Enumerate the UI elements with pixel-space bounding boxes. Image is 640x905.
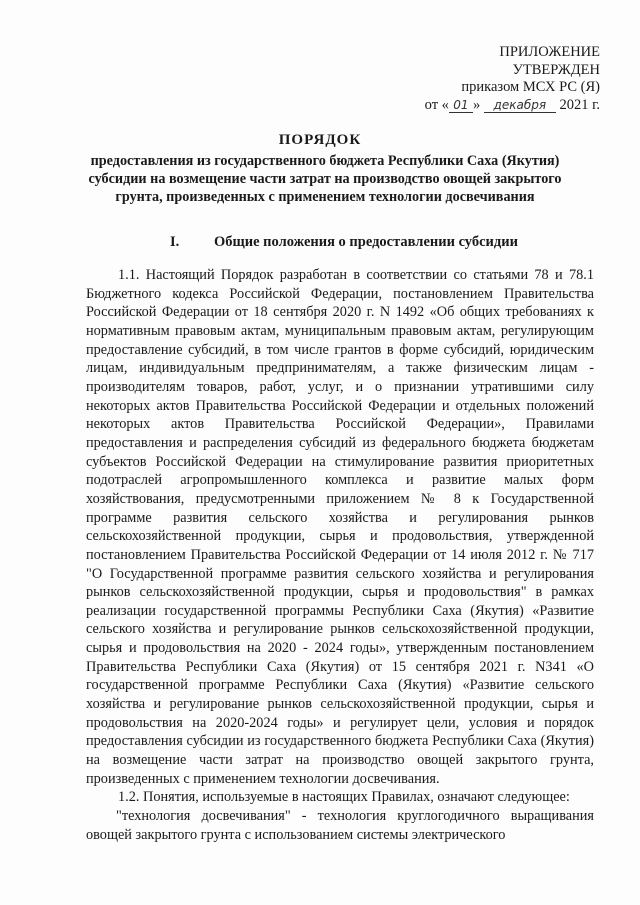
date-mid: » <box>472 96 481 113</box>
approval-appendix: ПРИЛОЖЕНИЕ <box>499 44 600 60</box>
paragraph-1-2: 1.2. Понятия, используемые в настоящих Правилах, означают следующее: <box>118 789 570 806</box>
document-title: ПОРЯДОК <box>278 132 362 148</box>
paragraph-1-1: 1.1. Настоящий Порядок разработан в соответствии со статьями 78 и 78.1 Бюджетного кодекса Российской Федерации, постановлением Правительства Российской Федерации от 18 сентября 2020 г. N 1492 «Об общих требованиях к нормативным правовым актам, муниципальным правовым актам, регулирующим предоставление субсидий, в том числе грантов в форме субсидий, юридическим лицам, индивидуальным предпринимателям, а также физическим лицам - производителям товаров, работ, услуг, и о признании утратившими силу некоторых актов Правительства Российской Федерации и отдельных положений некоторых актов Правительства Российской Федерации», Правилами предоставления и распределения субсидий из федерального бюджета бюджетам субъектов Российской Федерации на стимулирование развития приоритетных подотраслей агропромышленного комплекса и развитие малых форм хозяйствования, предусмотренными приложением № 8 к Государственной программе развития сельского хозяйства и регулирования рынков сельскохозяйственной продукции, сырья и продовольствия, утвержденной постановлением Правительства Российской Федерации от 14 июля 2012 г. № 717 "О Государственной программе развития сельского хозяйства и регулирования рынков сельскохозяйственной продукции, сырья и продовольствия" в рамках реализации государственной программы Республики Саха (Якутия) «Развитие сельского хозяйства и регулирование рынков сельскохозяйственной продукции, сырья и продовольствия на 2020 - 2024 годы», утвержденным постановлением Правительства Республики Саха (Якутия) от 15 сентября 2021 г. N341 «О государственной программе Республики Саха (Якутия) «Развитие сельского хозяйства и регулирование рынков сельскохозяйственной продукции, сырья и продовольствия на 2020-2024 годы» и регулирует цели, условия и порядок предоставления субсидии из государственного бюджета Республики Саха (Якутия) на возмещение части затрат на производство овощей закрытого грунта, произведенных с применением технологии досвечивания. <box>86 267 594 787</box>
approval-date <box>360 97 600 115</box>
date-day-handwritten: 01 <box>449 99 473 113</box>
section-number: I. <box>170 234 180 250</box>
section-title: Общие положения о предоставлении субсидии <box>214 234 518 250</box>
date-prefix: от « <box>424 96 449 113</box>
approval-approved: УТВЕРЖДЕН <box>512 61 600 78</box>
document-subtitle: предоставления из государственного бюджета Республики Саха (Якутия) субсидии на возмещение части затрат на производство овощей закрытого грунта, произведенных с применением технологии досвечивания <box>88 153 562 205</box>
date-year: 2021 г. <box>559 96 600 113</box>
approval-block <box>360 44 600 114</box>
date-month-handwritten: декабря <box>484 99 556 113</box>
section-heading <box>170 234 590 251</box>
document-body <box>86 266 594 844</box>
approval-order: приказом МСХ РС (Я) <box>461 79 600 95</box>
paragraph-definition: "технология досвечивания" - технология круглогодичного выращивания овощей закрытого грунта с использованием системы электрического <box>86 808 594 843</box>
